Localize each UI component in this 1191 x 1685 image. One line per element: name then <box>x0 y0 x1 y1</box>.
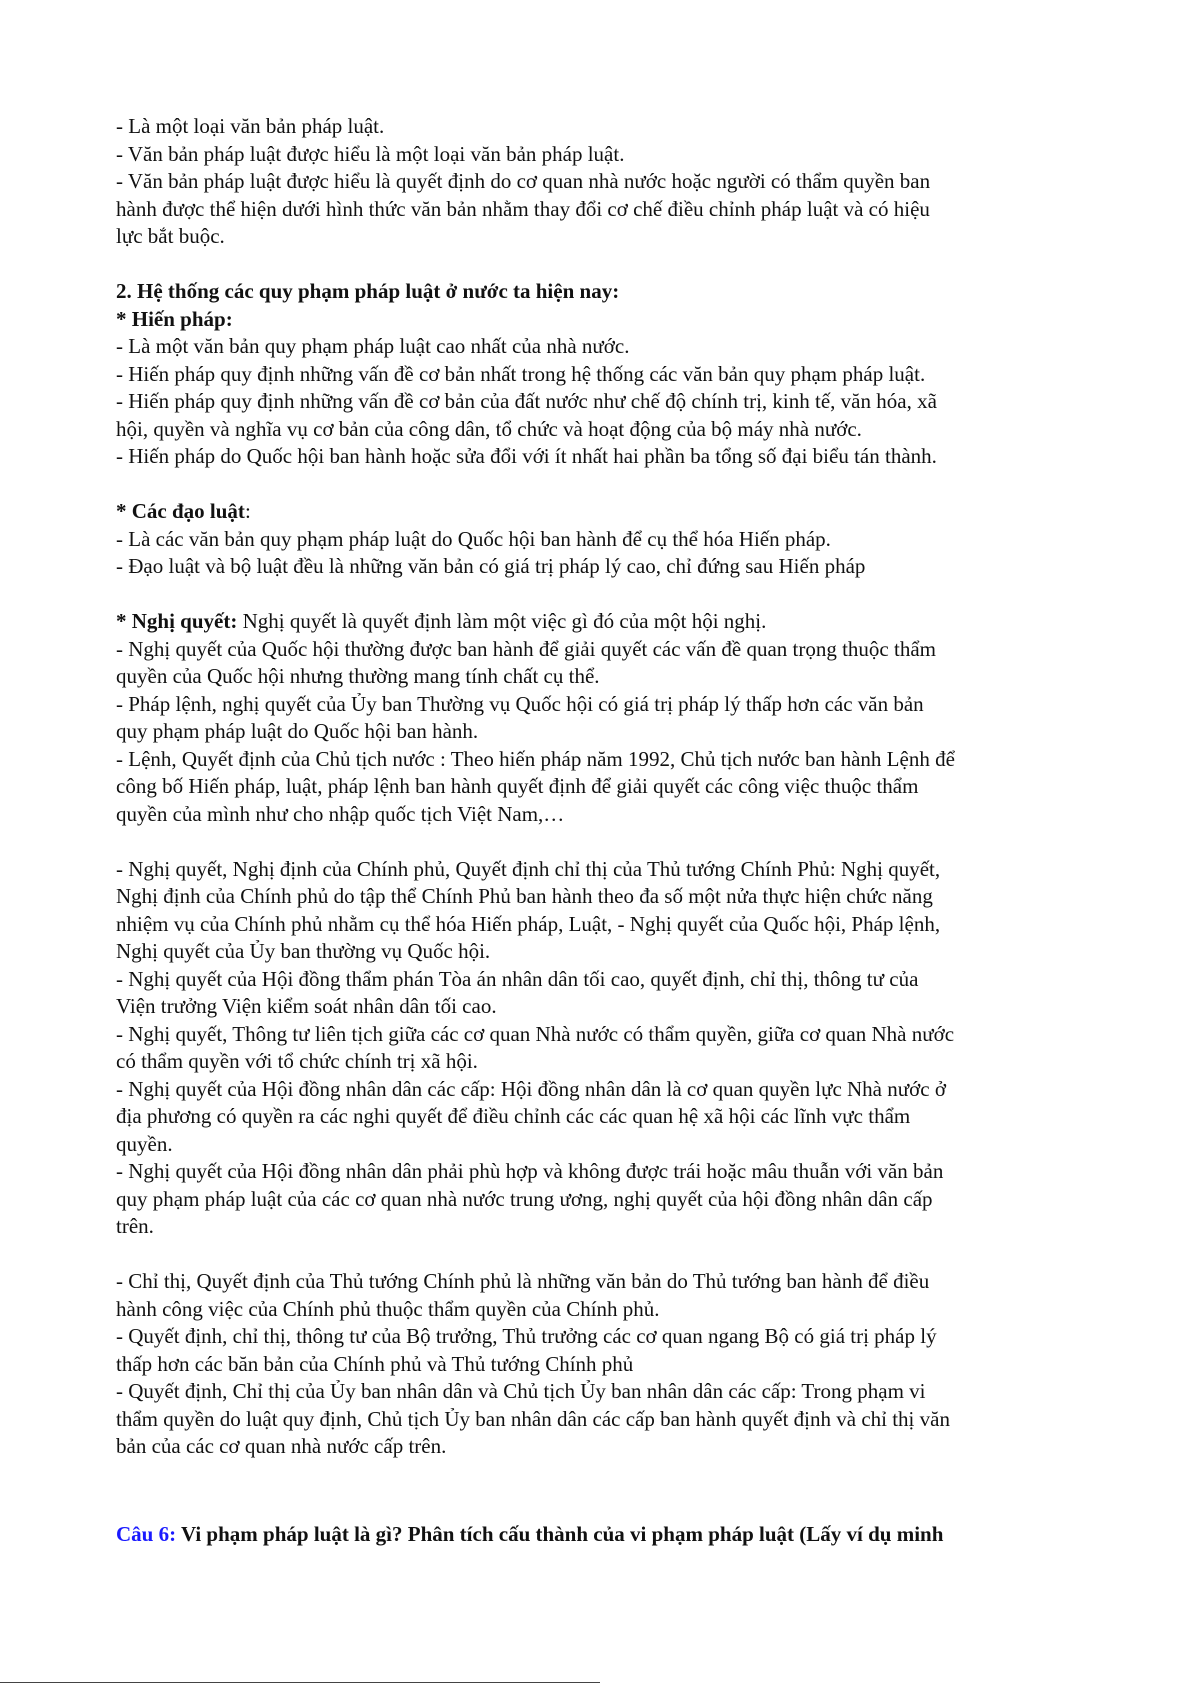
text-line: bản của các cơ quan nhà nước cấp trên. <box>116 1434 447 1458</box>
text-line: - Quyết định, Chỉ thị của Ủy ban nhân dân và Chủ tịch Ủy ban nhân dân các cấp: Trong phạm vi <box>116 1379 926 1403</box>
text-line: - Là các văn bản quy phạm pháp luật do Quốc hội ban hành để cụ thể hóa Hiến pháp. <box>116 526 831 551</box>
text-line: - Quyết định, chỉ thị, thông tư của Bộ trưởng, Thủ trưởng các cơ quan ngang Bộ có giá trị pháp lý <box>116 1324 937 1348</box>
spacer <box>116 581 1096 609</box>
text-line: công bố Hiến pháp, luật, pháp lệnh ban hành quyết định để giải quyết các công việc thuộc thẩm <box>116 774 919 798</box>
spacer <box>116 251 1096 279</box>
text-line: - Văn bản pháp luật được hiểu là quyết định do cơ quan nhà nước hoặc người có thẩm quyền ban <box>116 169 931 193</box>
text-line: - Nghị quyết của Hội đồng nhân dân các cấp: Hội đồng nhân dân là cơ quan quyền lực Nhà nước ở <box>116 1076 946 1101</box>
subheading-constitution: * Hiến pháp: <box>116 306 233 331</box>
intro-block <box>116 113 1096 251</box>
document-page <box>116 113 1096 1548</box>
spacer <box>116 1241 1096 1269</box>
government-block <box>116 856 1096 1241</box>
text-line: quyền của mình như cho nhập quốc tịch Việt Nam,… <box>116 801 565 826</box>
text-line: - Hiến pháp quy định những vấn đề cơ bản của đất nước như chế độ chính trị, kinh tế, văn hóa, xã <box>116 389 937 413</box>
directive-block <box>116 1268 1096 1461</box>
subheading-laws-label: * Các đạo luật <box>116 499 245 523</box>
question-6 <box>116 1521 1096 1549</box>
text-line: có thẩm quyền với tổ chức chính trị xã hội. <box>116 1049 478 1073</box>
text-line: Nghị định của Chính phủ do tập thể Chính Phủ ban hành theo đa số một nửa thực hiện chức năng <box>116 884 933 908</box>
subheading-resolution <box>116 608 1096 636</box>
spacer <box>116 471 1096 499</box>
text-line: thẩm quyền do luật quy định, Chủ tịch Ủy ban nhân dân các cấp ban hành quyết định và chỉ thị văn <box>116 1406 950 1431</box>
text-line: hành được thể hiện dưới hình thức văn bản nhằm thay đổi cơ chế điều chỉnh pháp luật và có hiệu <box>116 196 930 221</box>
text-line: lực bắt buộc. <box>116 224 225 248</box>
resolution-intro: Nghị quyết là quyết định làm một việc gì đó của một hội nghị. <box>237 609 767 633</box>
question-6-text: Vi phạm pháp luật là gì? Phân tích cấu thành của vi phạm pháp luật (Lấy ví dụ minh <box>176 1521 944 1546</box>
subheading-laws <box>116 498 1096 526</box>
spacer <box>116 828 1096 856</box>
spacer <box>116 1461 1096 1516</box>
footer-divider <box>0 1682 600 1683</box>
text-line: nhiệm vụ của Chính phủ nhằm cụ thể hóa Hiến pháp, Luật, - Nghị quyết của Quốc hội, Pháp lệnh, <box>116 911 941 936</box>
text-line: quyền. <box>116 1131 173 1156</box>
text-line: - Văn bản pháp luật được hiểu là một loại văn bản pháp luật. <box>116 141 625 166</box>
text-line: - Nghị quyết của Hội đồng thẩm phán Tòa án nhân dân tối cao, quyết định, chỉ thị, thông tư của <box>116 966 919 991</box>
text-line: Nghị quyết của Ủy ban thường vụ Quốc hội. <box>116 939 491 963</box>
text-line: - Là một văn bản quy phạm pháp luật cao nhất của nhà nước. <box>116 334 630 358</box>
section-heading: 2. Hệ thống các quy phạm pháp luật ở nước ta hiện nay: <box>116 279 620 303</box>
subheading-laws-colon: : <box>244 499 251 523</box>
text-line: địa phương có quyền ra các nghi quyết để điều chỉnh các các quan hệ xã hội các lĩnh vực thẩm <box>116 1104 911 1128</box>
constitution-block <box>116 333 1096 471</box>
text-line: - Hiến pháp do Quốc hội ban hành hoặc sửa đổi với ít nhất hai phần ba tổng số đại biểu tán thành. <box>116 444 937 468</box>
text-line: thấp hơn các băn bản của Chính phủ và Thủ tướng Chính phủ <box>116 1351 634 1376</box>
text-line: quyền của Quốc hội nhưng thường mang tính chất cụ thể. <box>116 664 600 688</box>
question-6-label: Câu 6: <box>116 1521 177 1546</box>
text-line: Viện trưởng Viện kiểm soát nhân dân tối cao. <box>116 994 497 1018</box>
text-line: - Pháp lệnh, nghị quyết của Ủy ban Thường vụ Quốc hội có giá trị pháp lý thấp hơn các văn bản <box>116 691 924 716</box>
text-line: - Nghị quyết của Quốc hội thường được ban hành để giải quyết các vấn đề quan trọng thuộc thẩm <box>116 636 936 661</box>
text-line: hội, quyền và nghĩa vụ cơ bản của công dân, tổ chức và hoạt động của bộ máy nhà nước. <box>116 416 862 441</box>
text-line: trên. <box>116 1214 154 1238</box>
text-line: - Nghị quyết, Thông tư liên tịch giữa các cơ quan Nhà nước có thẩm quyền, giữa cơ quan Nhà nước <box>116 1021 955 1046</box>
text-line: - Là một loại văn bản pháp luật. <box>116 114 385 138</box>
text-line: - Hiến pháp quy định những vấn đề cơ bản nhất trong hệ thống các văn bản quy phạm pháp luật. <box>116 361 926 386</box>
text-line: - Lệnh, Quyết định của Chủ tịch nước : Theo hiến pháp năm 1992, Chủ tịch nước ban hành Lệnh để <box>116 746 955 771</box>
text-line: - Chỉ thị, Quyết định của Thủ tướng Chính phủ là những văn bản do Thủ tướng ban hành để điều <box>116 1269 930 1293</box>
resolution-block <box>116 636 1096 829</box>
text-line: hành công việc của Chính phủ thuộc thẩm quyền của Chính phủ. <box>116 1296 660 1321</box>
text-line: - Đạo luật và bộ luật đều là những văn bản có giá trị pháp lý cao, chỉ đứng sau Hiến pháp <box>116 554 866 578</box>
subheading-resolution-label: * Nghị quyết: <box>116 609 238 633</box>
text-line: - Nghị quyết của Hội đồng nhân dân phải phù hợp và không được trái hoặc mâu thuẫn với văn bản <box>116 1159 944 1183</box>
laws-block <box>116 526 1096 581</box>
text-line: quy phạm pháp luật của các cơ quan nhà nước trung ương, nghị quyết của hội đồng nhân dân cấp <box>116 1186 933 1211</box>
text-line: quy phạm pháp luật do Quốc hội ban hành. <box>116 719 479 743</box>
text-line: - Nghị quyết, Nghị định của Chính phủ, Quyết định chỉ thị của Thủ tướng Chính Phủ: Nghị quyết, <box>116 856 941 881</box>
